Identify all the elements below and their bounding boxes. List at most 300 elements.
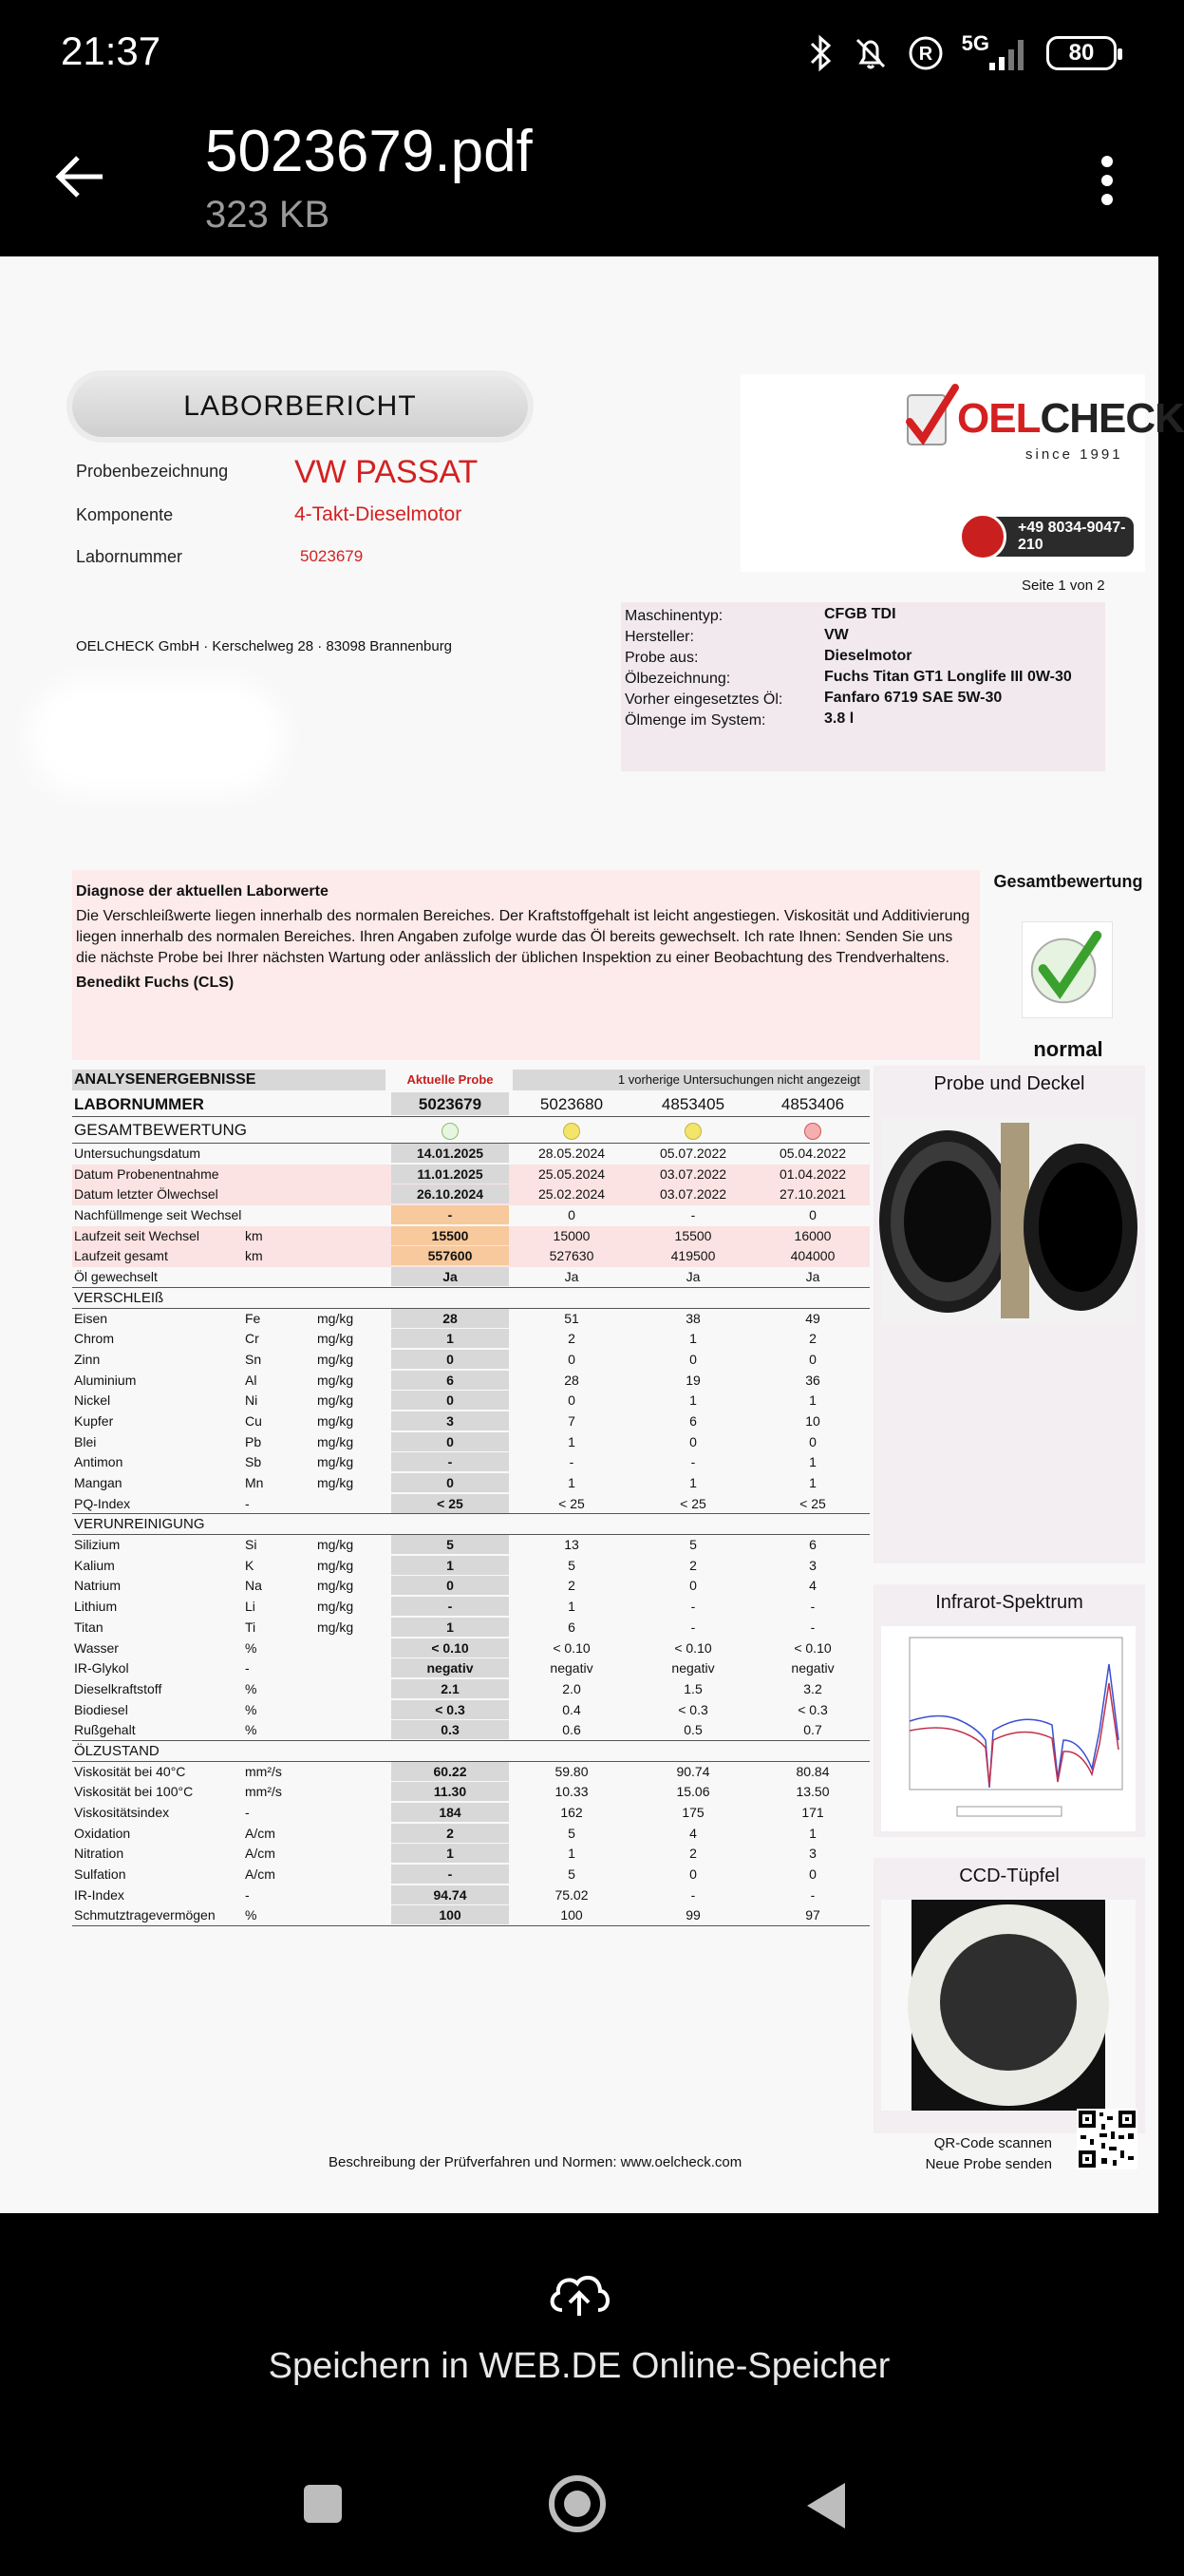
logo-checkmark-icon	[902, 384, 959, 452]
table-cell: < 0.10	[391, 1638, 509, 1657]
table-cell: < 25	[680, 1495, 706, 1511]
row-label: Kupfer	[74, 1412, 114, 1429]
table-row	[72, 1824, 870, 1845]
table-cell: 419500	[670, 1248, 716, 1264]
table-cell: 5	[391, 1535, 509, 1554]
table-cell: 25.05.2024	[537, 1165, 606, 1182]
table-cell: 0.7	[803, 1722, 822, 1738]
table-cell: 5	[568, 1557, 575, 1573]
signal-icon	[987, 34, 1029, 72]
rating-warning-icon	[513, 1117, 630, 1144]
table-cell: 2.1	[391, 1679, 509, 1698]
table-cell: 28	[391, 1309, 509, 1328]
machine-key: Probe aus:	[625, 650, 699, 666]
save-to-cloud-button[interactable]	[0, 2213, 1158, 2430]
row-label: Mangan	[74, 1475, 122, 1490]
komponente-value: 4-Takt-Dieselmotor	[294, 503, 462, 525]
machine-key: Maschinentyp:	[625, 608, 724, 624]
row-label: Datum letzter Ölwechsel	[74, 1186, 218, 1203]
table-cell: 03.07.2022	[659, 1186, 727, 1203]
table-cell: 28	[564, 1372, 579, 1388]
table-row	[72, 1452, 870, 1473]
table-cell: 15500	[674, 1227, 712, 1243]
table-cell: 175	[682, 1805, 705, 1820]
row-label: Aluminium	[74, 1372, 137, 1388]
table-cell: 6	[391, 1371, 509, 1390]
table-cell: 4	[809, 1578, 817, 1594]
table-cell: 404000	[790, 1248, 836, 1264]
cloud-upload-icon	[545, 2266, 613, 2323]
table-cell: Ja	[686, 1269, 701, 1285]
gesamtbewertung-row	[72, 1117, 870, 1144]
table-cell: 1	[391, 1618, 509, 1637]
sample-bottle-photo	[881, 1117, 1136, 1324]
overall-check-icon	[1022, 921, 1113, 1018]
report-title: LABORBERICHT	[72, 376, 528, 437]
machine-key: Vorher eingesetztes Öl:	[625, 691, 783, 708]
gesamtbewertung-row-label: GESAMTBEWERTUNG	[74, 1121, 247, 1139]
table-cell: -	[391, 1205, 509, 1224]
row-label: Antimon	[74, 1454, 123, 1470]
table-cell: 0	[391, 1576, 509, 1595]
section-header	[72, 1288, 870, 1309]
table-row	[72, 1556, 870, 1577]
ir-panel-title: Infrarot-Spektrum	[935, 1592, 1083, 1613]
phone-badge[interactable]	[965, 517, 1134, 557]
machine-value: Fanfaro 6719 SAE 5W-30	[824, 690, 1003, 706]
machine-value: VW	[824, 627, 849, 643]
row-label: Kalium	[74, 1557, 115, 1573]
row-symbol: -	[245, 1495, 250, 1511]
table-cell: negativ	[391, 1658, 509, 1677]
table-cell: 26.10.2024	[391, 1184, 509, 1203]
logo-check: CHECK	[1040, 395, 1184, 442]
labornummer-row	[72, 1092, 870, 1117]
rating-warning-icon	[634, 1117, 752, 1144]
row-label: Viskosität bei 40°C	[74, 1763, 186, 1779]
row-label: Laufzeit gesamt	[74, 1248, 168, 1264]
table-row	[72, 1494, 870, 1515]
table-row	[72, 1658, 870, 1679]
table-cell: 11.30	[391, 1782, 509, 1801]
table-cell: 0	[689, 1578, 697, 1594]
table-title: ANALYSENERGEBNISSE	[72, 1070, 385, 1090]
section-header	[72, 1514, 870, 1535]
table-cell: Ja	[805, 1269, 820, 1285]
table-cell: 0	[689, 1351, 697, 1367]
row-symbol: Sn	[245, 1351, 262, 1367]
table-row	[72, 1597, 870, 1618]
status-icons	[808, 27, 1117, 80]
table-cell: 28.05.2024	[537, 1146, 606, 1161]
table-cell: < 25	[558, 1495, 585, 1511]
row-symbol: km	[245, 1227, 263, 1243]
table-cell: 15000	[553, 1227, 591, 1243]
table-cell: 0	[809, 1207, 817, 1223]
table-cell: -	[391, 1452, 509, 1471]
gesamtbewertung-title: Gesamtbewertung	[993, 872, 1143, 891]
row-symbol: km	[245, 1248, 263, 1264]
table-cell: 0	[391, 1391, 509, 1410]
oelcheck-logo	[741, 374, 1184, 572]
row-label: Öl gewechselt	[74, 1269, 158, 1285]
row-symbol: -	[245, 1886, 250, 1903]
probenbezeichnung-value: VW PASSAT	[294, 454, 479, 490]
table-cell: 51	[564, 1310, 579, 1326]
row-symbol: mm²/s	[245, 1784, 282, 1800]
ccd-spot-image	[881, 1900, 1136, 2111]
row-label: Titan	[74, 1619, 103, 1635]
table-cell: < 0.10	[553, 1639, 591, 1656]
table-cell: < 25	[799, 1495, 826, 1511]
lab-address: OELCHECK GmbH · Kerschelweg 28 · 83098 Brannenburg	[76, 638, 453, 654]
table-cell: 2	[391, 1824, 509, 1843]
table-cell: 2	[809, 1331, 817, 1347]
row-unit: mg/kg	[317, 1351, 354, 1367]
table-row	[72, 1432, 870, 1453]
table-cell: 0.3	[391, 1720, 509, 1739]
table-row	[72, 1885, 870, 1906]
table-cell: 0	[689, 1433, 697, 1449]
table-row	[72, 1411, 870, 1432]
row-label: Viskosität bei 100°C	[74, 1784, 194, 1800]
back-button[interactable]	[807, 2483, 845, 2529]
table-cell: 2	[689, 1846, 697, 1862]
bluetooth-icon	[808, 34, 835, 72]
table-cell: 13.50	[796, 1784, 830, 1800]
row-label: Dieselkraftstoff	[74, 1680, 162, 1696]
phone-number: +49 8034-9047-210	[1018, 520, 1126, 553]
row-unit: mg/kg	[317, 1578, 354, 1594]
table-cell: 184	[391, 1803, 509, 1822]
table-cell: Ja	[564, 1269, 579, 1285]
table-cell: 01.04.2022	[779, 1165, 847, 1182]
row-label: Silizium	[74, 1537, 121, 1553]
table-row	[72, 1782, 870, 1803]
labornummer-label: Labornummer	[76, 547, 183, 566]
row-unit: mg/kg	[317, 1433, 354, 1449]
table-row	[72, 1205, 870, 1226]
row-symbol: Pb	[245, 1433, 262, 1449]
row-symbol: Na	[245, 1578, 262, 1594]
table-cell: 10	[805, 1412, 820, 1429]
table-row	[72, 1905, 870, 1926]
table-cell: < 0.10	[794, 1639, 832, 1656]
registered-icon	[907, 34, 945, 72]
row-label: Datum Probenentnahme	[74, 1165, 219, 1182]
table-cell: 0	[568, 1392, 575, 1409]
qr-code[interactable]	[1077, 2109, 1137, 2169]
labornummer-cell: 5023680	[539, 1095, 604, 1113]
table-cell: 0	[391, 1350, 509, 1369]
footer-text: Beschreibung der Prüfverfahren und Normen: www.oelcheck.com	[329, 2154, 742, 2170]
table-row	[72, 1473, 870, 1494]
rating-alert-icon	[756, 1117, 870, 1144]
table-cell: < 25	[391, 1494, 509, 1513]
table-cell: 97	[805, 1907, 820, 1923]
table-cell: 0	[568, 1351, 575, 1367]
ir-spectrum-chart	[881, 1626, 1136, 1831]
save-label: Speichern in WEB.DE Online-Speicher	[268, 2346, 891, 2386]
app-bar	[0, 104, 1158, 256]
diagnosis-title: Diagnose der aktuellen Laborwerte	[76, 883, 329, 900]
table-cell: 2	[568, 1578, 575, 1594]
table-header	[72, 1070, 870, 1092]
table-cell: 0	[809, 1351, 817, 1367]
row-label: Wasser	[74, 1639, 119, 1656]
row-unit: mg/kg	[317, 1454, 354, 1470]
table-cell: 3	[809, 1846, 817, 1862]
table-cell: 0	[391, 1473, 509, 1492]
document-title: 5023679.pdf	[205, 119, 533, 184]
table-cell: 3	[391, 1411, 509, 1430]
row-unit: mg/kg	[317, 1619, 354, 1635]
table-row	[72, 1803, 870, 1824]
probe-panel	[874, 1066, 1145, 1563]
table-row	[72, 1700, 870, 1721]
row-label: Eisen	[74, 1310, 108, 1326]
table-cell: 60.22	[391, 1762, 509, 1781]
row-unit: mg/kg	[317, 1537, 354, 1553]
gesamtbewertung-value: normal	[1033, 1037, 1103, 1061]
table-cell: 15500	[391, 1226, 509, 1245]
table-cell: 16000	[794, 1227, 832, 1243]
vorherige-hint: 1 vorherige Untersuchungen nicht angezeigt	[513, 1070, 870, 1090]
table-row	[72, 1329, 870, 1350]
table-cell: 2	[568, 1331, 575, 1347]
row-unit: mg/kg	[317, 1475, 354, 1490]
table-cell: 1	[809, 1475, 817, 1490]
table-cell: 1	[809, 1392, 817, 1409]
home-button[interactable]	[549, 2475, 606, 2532]
diagnosis-text: Die Verschleißwerte liegen innerhalb des normalen Bereiches. Der Kraftstoffgehalt ist leicht angestiegen. Viskosität und Additivierung liegen innerhalb des normalen Bereiches. Ihren Angaben zufolge wurde das Öl bereits gewechselt. Ich rate Ihnen: Senden Sie uns die nächste Probe bei Ihrer nächsten Wartung oder anlässlich der üblichen Inspektion zu einer Beobachtung des Trendverhaltens.	[76, 908, 970, 966]
table-cell: 6	[568, 1619, 575, 1635]
table-row	[72, 1246, 870, 1267]
table-cell: 162	[560, 1805, 583, 1820]
machine-value: 3.8 l	[824, 710, 855, 727]
table-cell: 1	[391, 1844, 509, 1863]
table-row	[72, 1371, 870, 1392]
table-cell: < 0.3	[798, 1701, 828, 1717]
row-symbol: %	[245, 1701, 257, 1717]
machine-key: Ölbezeichnung:	[625, 671, 731, 687]
table-cell: 1.5	[684, 1680, 703, 1696]
table-cell: -	[569, 1454, 574, 1470]
table-cell: 25.02.2024	[537, 1186, 606, 1203]
table-row	[72, 1865, 870, 1885]
labornummer-row-label: LABORNUMMER	[74, 1095, 204, 1113]
svg-text:R: R	[918, 44, 932, 65]
row-label: Viskositätsindex	[74, 1805, 170, 1820]
table-cell: 1	[568, 1846, 575, 1862]
row-label: IR-Index	[74, 1886, 124, 1903]
table-row	[72, 1309, 870, 1330]
status-time: 21:37	[61, 28, 161, 73]
row-unit: mg/kg	[317, 1599, 354, 1615]
table-cell: -	[391, 1597, 509, 1616]
results-table	[72, 1070, 870, 1926]
table-cell: -	[391, 1865, 509, 1884]
table-cell: 0	[568, 1207, 575, 1223]
table-cell: 0	[689, 1866, 697, 1883]
table-cell: 1	[689, 1475, 697, 1490]
row-symbol: %	[245, 1680, 257, 1696]
table-cell: 100	[391, 1905, 509, 1924]
probenbezeichnung-label: Probenbezeichnung	[76, 462, 229, 481]
table-cell: -	[690, 1619, 696, 1635]
row-label: Biodiesel	[74, 1701, 128, 1717]
back-arrow-icon[interactable]	[49, 146, 110, 207]
row-label: PQ-Index	[74, 1495, 131, 1511]
row-symbol: Ni	[245, 1392, 258, 1409]
table-cell: < 0.3	[391, 1700, 509, 1719]
table-cell: 15.06	[676, 1784, 710, 1800]
table-cell: 0.5	[684, 1722, 703, 1738]
phone-icon	[959, 513, 1006, 560]
table-row	[72, 1226, 870, 1247]
row-label: Oxidation	[74, 1825, 131, 1841]
table-cell: 49	[805, 1310, 820, 1326]
diagnosis-author: Benedikt Fuchs (CLS)	[76, 975, 235, 991]
table-cell: 99	[686, 1907, 701, 1923]
table-cell: negativ	[791, 1660, 835, 1676]
row-unit: mg/kg	[317, 1310, 354, 1326]
table-cell: -	[690, 1454, 696, 1470]
row-label: Nachfüllmenge seit Wechsel	[74, 1207, 242, 1223]
ccd-panel-title: CCD-Tüpfel	[959, 1866, 1060, 1886]
network-type: 5G	[961, 31, 989, 55]
komponente-label: Komponente	[76, 505, 174, 524]
table-cell: -	[810, 1599, 816, 1615]
table-cell: 3	[809, 1557, 817, 1573]
row-symbol: Cu	[245, 1412, 262, 1429]
logo-since: since 1991	[1025, 446, 1123, 463]
row-label: Blei	[74, 1433, 97, 1449]
row-symbol: A/cm	[245, 1825, 275, 1841]
table-row	[72, 1267, 870, 1288]
row-unit: mg/kg	[317, 1331, 354, 1347]
row-symbol: Cr	[245, 1331, 259, 1347]
table-cell: 6	[689, 1412, 697, 1429]
row-symbol: %	[245, 1639, 257, 1656]
table-cell: negativ	[671, 1660, 715, 1676]
row-symbol: A/cm	[245, 1866, 275, 1883]
row-label: Lithium	[74, 1599, 118, 1615]
row-label: IR-Glykol	[74, 1660, 129, 1676]
section-title: ÖLZUSTAND	[74, 1742, 160, 1759]
table-cell: 0	[391, 1432, 509, 1451]
row-unit: mg/kg	[317, 1372, 354, 1388]
table-cell: -	[810, 1619, 816, 1635]
pdf-page[interactable]	[0, 256, 1184, 2213]
table-cell: 2.0	[562, 1680, 581, 1696]
table-cell: 10.33	[554, 1784, 589, 1800]
section-header	[72, 1741, 870, 1762]
table-cell: < 0.10	[674, 1639, 712, 1656]
row-symbol: %	[245, 1907, 257, 1923]
table-cell: 75.02	[554, 1886, 589, 1903]
row-symbol: Si	[245, 1537, 257, 1553]
table-cell: 5	[689, 1537, 697, 1553]
table-row	[72, 1618, 870, 1638]
table-row	[72, 1638, 870, 1659]
table-row	[72, 1844, 870, 1865]
aktuelle-probe-label: Aktuelle Probe	[406, 1072, 494, 1087]
table-cell: 3.2	[803, 1680, 822, 1696]
table-row	[72, 1576, 870, 1597]
table-cell: 1	[689, 1392, 697, 1409]
probe-panel-title: Probe und Deckel	[933, 1073, 1085, 1094]
table-body	[72, 1144, 870, 1926]
machine-key: Ölmenge im System:	[625, 712, 766, 729]
row-symbol: -	[245, 1805, 250, 1820]
table-cell: 1	[689, 1331, 697, 1347]
logo-oel: OEL	[957, 395, 1041, 442]
table-cell: 0.4	[562, 1701, 581, 1717]
labornummer-cell: 5023679	[391, 1092, 509, 1115]
table-row	[72, 1720, 870, 1741]
table-cell: 7	[568, 1412, 575, 1429]
qr-caption-line2: Neue Probe senden	[925, 2156, 1052, 2172]
rating-ok-icon	[391, 1117, 509, 1136]
table-row	[72, 1350, 870, 1371]
row-symbol: K	[245, 1557, 254, 1573]
table-cell: 1	[568, 1475, 575, 1490]
row-label: Laufzeit seit Wechsel	[74, 1227, 200, 1243]
recents-button[interactable]	[304, 2485, 342, 2523]
table-cell: 100	[560, 1907, 583, 1923]
table-cell: 19	[686, 1372, 701, 1388]
labornummer-value: 5023679	[300, 547, 364, 565]
system-nav-bar	[0, 2430, 1158, 2576]
table-cell: 557600	[391, 1246, 509, 1265]
table-cell: 171	[801, 1805, 824, 1820]
table-cell: 05.07.2022	[659, 1146, 727, 1161]
bell-off-icon	[852, 34, 890, 72]
page-number: Seite 1 von 2	[1022, 578, 1105, 594]
machine-value: Dieselmotor	[824, 648, 912, 664]
qr-caption	[911, 2133, 1052, 2175]
more-options-icon[interactable]	[1098, 150, 1117, 207]
qr-caption-line1: QR-Code scannen	[933, 2135, 1052, 2151]
table-cell: 527630	[549, 1248, 594, 1264]
table-cell: 1	[391, 1556, 509, 1575]
labornummer-cell: 4853406	[780, 1095, 845, 1113]
row-label: Natrium	[74, 1578, 122, 1594]
row-unit: mg/kg	[317, 1557, 354, 1573]
row-unit: mg/kg	[317, 1392, 354, 1409]
row-label: Sulfation	[74, 1866, 126, 1883]
row-symbol: Fe	[245, 1310, 261, 1326]
labornummer-cell: 4853405	[661, 1095, 725, 1113]
table-row	[72, 1762, 870, 1783]
table-cell: -	[690, 1599, 696, 1615]
table-cell: 11.01.2025	[391, 1165, 509, 1184]
table-row	[72, 1144, 870, 1165]
row-symbol: Sb	[245, 1454, 262, 1470]
table-cell: 5	[568, 1825, 575, 1841]
machine-value: CFGB TDI	[824, 606, 896, 622]
row-symbol: Al	[245, 1372, 257, 1388]
table-cell: 1	[568, 1599, 575, 1615]
row-label: Zinn	[74, 1351, 101, 1367]
table-row	[72, 1391, 870, 1411]
machine-key: Hersteller:	[625, 629, 694, 645]
section-title: VERSCHLEIß	[74, 1289, 164, 1306]
machine-value: Fuchs Titan GT1 Longlife III 0W-30	[824, 669, 1072, 685]
row-label: Schmutztragevermögen	[74, 1907, 216, 1923]
table-cell: 36	[805, 1372, 820, 1388]
